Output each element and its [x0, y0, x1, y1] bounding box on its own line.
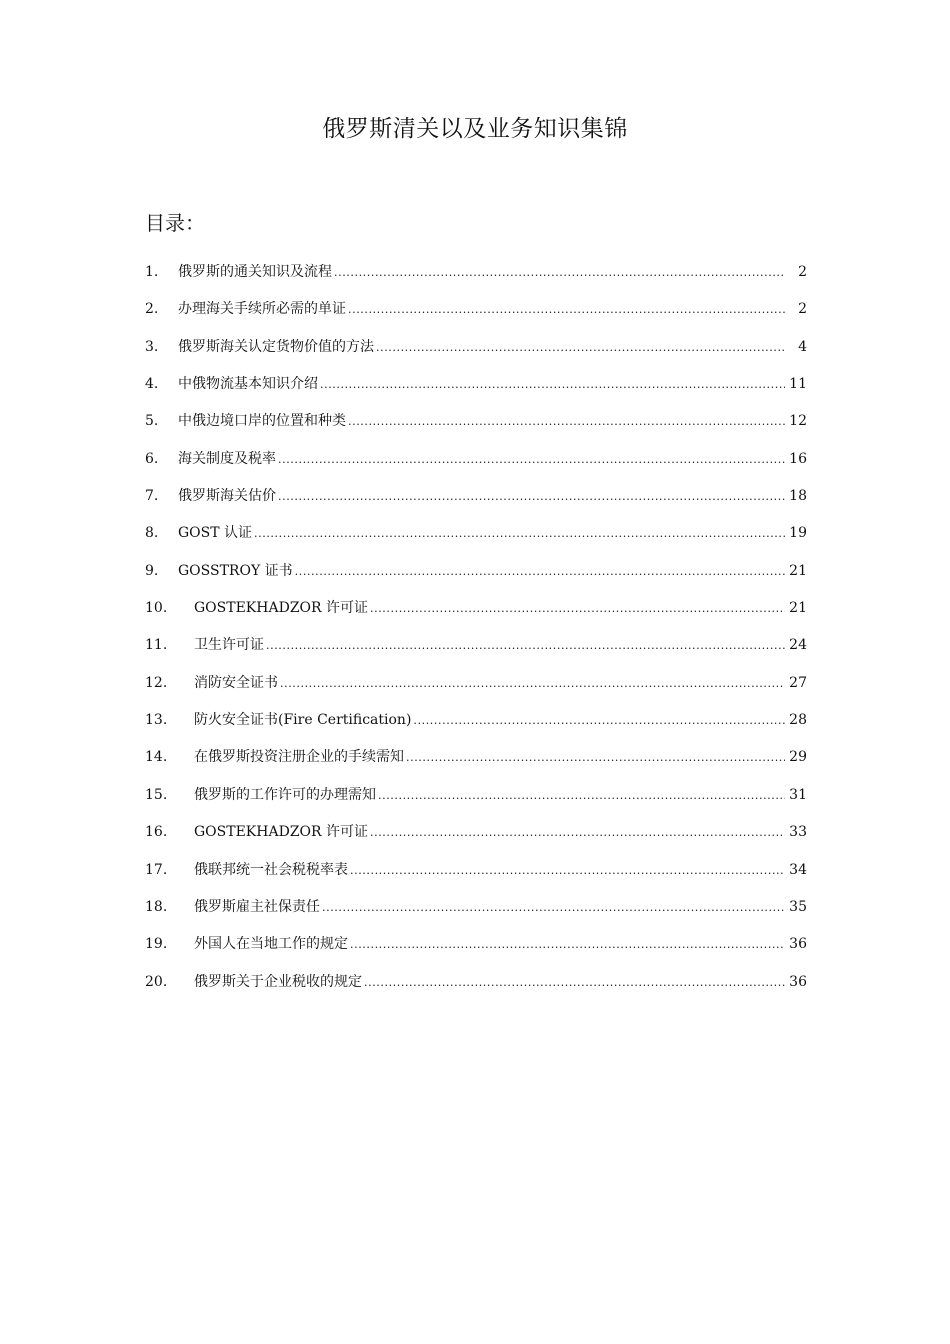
toc-entry-page: 18	[789, 488, 807, 505]
dot-leader	[406, 741, 785, 775]
toc-entry-title: 办理海关手续所必需的单证	[178, 301, 346, 318]
toc-entry[interactable]	[145, 367, 807, 404]
dot-leader	[376, 331, 785, 365]
toc-entry-title: 中俄物流基本知识介绍	[178, 376, 318, 393]
toc-entry-page: 35	[789, 898, 807, 915]
toc-entry-number: 2.	[145, 301, 159, 318]
toc-entry-page: 29	[789, 749, 807, 766]
dot-leader	[378, 779, 785, 813]
dot-leader	[278, 443, 785, 477]
toc-entry[interactable]	[145, 330, 807, 367]
toc-entry[interactable]	[145, 927, 807, 964]
toc-entry-page: 4	[798, 338, 807, 355]
toc-entry[interactable]	[145, 628, 807, 665]
toc-entry-page: 27	[789, 674, 807, 691]
toc-entry-number: 12.	[145, 674, 168, 691]
toc-entry-number: 4.	[145, 376, 159, 393]
toc-entry-title: 俄罗斯雇主社保责任	[194, 898, 320, 915]
toc-entry-page: 21	[789, 600, 807, 617]
dot-leader	[266, 629, 785, 663]
toc-entry-page: 24	[789, 637, 807, 654]
toc-entry-number: 20.	[145, 973, 168, 990]
dot-leader	[350, 928, 785, 962]
dot-leader	[280, 667, 785, 701]
toc-entry-title: 俄罗斯的通关知识及流程	[178, 264, 332, 280]
toc-entry[interactable]	[145, 292, 807, 329]
toc-entry[interactable]	[145, 778, 807, 815]
toc-entry-number: 19.	[145, 936, 168, 953]
toc-entry-number: 15.	[145, 786, 168, 803]
toc-entry-page: 16	[789, 450, 807, 467]
toc-entry-title: GOSSTROY 证书	[178, 562, 293, 579]
toc-entry-number: 17.	[145, 861, 168, 878]
toc-entry-page: 21	[789, 562, 807, 579]
toc-entry-page: 31	[789, 786, 807, 803]
dot-leader	[364, 966, 785, 1000]
toc-entry-title: 外国人在当地工作的规定	[194, 936, 348, 953]
toc-entry[interactable]	[145, 703, 807, 740]
toc-entry-page: 34	[789, 861, 807, 878]
dot-leader	[370, 592, 785, 626]
toc-entry-title: 俄罗斯关于企业税收的规定	[194, 973, 362, 990]
toc-entry-number: 11.	[145, 637, 168, 654]
toc-entry[interactable]	[145, 479, 807, 516]
toc-entry[interactable]	[145, 853, 807, 890]
toc-entry[interactable]	[145, 442, 807, 479]
toc-entry[interactable]	[145, 255, 807, 292]
toc-entry-number: 16.	[145, 824, 168, 841]
toc-entry-title: 中俄边境口岸的位置和种类	[178, 413, 346, 430]
toc-entry-title: GOSTEKHADZOR 许可证	[194, 824, 369, 841]
toc-entry-number: 1.	[145, 264, 159, 280]
toc-entry-title: GOSTEKHADZOR 许可证	[194, 600, 369, 617]
toc-entry-number: 14.	[145, 749, 168, 766]
toc-entry[interactable]	[145, 740, 807, 777]
toc-entry-title: GOST 认证	[178, 525, 253, 542]
toc-entry-number: 18.	[145, 898, 168, 915]
toc-entry-title: 俄联邦统一社会税税率表	[194, 861, 348, 878]
toc-entry[interactable]	[145, 815, 807, 852]
toc-entry-title: 在俄罗斯投资注册企业的手续需知	[194, 749, 404, 766]
toc-entry-number: 6.	[145, 450, 159, 467]
toc-entry-number: 5.	[145, 413, 159, 430]
toc-entry-title: 海关制度及税率	[178, 450, 276, 467]
toc-entry-number: 8.	[145, 525, 159, 542]
toc-heading: 目录：	[145, 211, 205, 235]
toc-entry-page: 28	[789, 712, 807, 729]
toc-entry-title: 俄罗斯海关估价	[178, 488, 276, 505]
toc-entry-page: 2	[798, 264, 807, 280]
toc-entry-number: 3.	[145, 338, 159, 355]
dot-leader	[334, 256, 785, 290]
document-title: 俄罗斯清关以及业务知识集锦	[322, 116, 628, 142]
toc-entry-title: 消防安全证书	[194, 674, 278, 691]
dot-leader	[320, 368, 785, 402]
dot-leader	[295, 555, 785, 589]
toc-entry-title: 俄罗斯海关认定货物价值的方法	[178, 338, 374, 355]
toc-entry-number: 13.	[145, 712, 168, 729]
toc-entry[interactable]	[145, 404, 807, 441]
toc-entry-page: 33	[789, 824, 807, 841]
toc-entry-page: 2	[798, 301, 807, 318]
toc-entry[interactable]	[145, 554, 807, 591]
toc-entry-number: 10.	[145, 600, 168, 617]
toc-entry-title: 防火安全证书(Fire Certification)	[194, 712, 412, 729]
dot-leader	[254, 517, 785, 551]
toc-entry-page: 19	[789, 525, 807, 542]
toc-entry-title: 俄罗斯的工作许可的办理需知	[194, 786, 376, 803]
toc-entry[interactable]	[145, 890, 807, 927]
toc-entry[interactable]	[145, 591, 807, 628]
dot-leader	[348, 293, 785, 327]
dot-leader	[350, 854, 785, 888]
toc-entry-page: 36	[789, 973, 807, 990]
toc-entry-page: 12	[789, 413, 807, 430]
dot-leader	[370, 816, 785, 850]
toc-entry-number: 9.	[145, 562, 159, 579]
toc-entry-title: 卫生许可证	[194, 637, 264, 654]
table-of-contents	[145, 255, 807, 1002]
dot-leader	[322, 891, 785, 925]
toc-entry-number: 7.	[145, 488, 159, 505]
dot-leader	[413, 704, 785, 738]
dot-leader	[278, 480, 785, 514]
toc-entry[interactable]	[145, 666, 807, 703]
toc-entry[interactable]	[145, 965, 807, 1002]
toc-entry-page: 36	[789, 936, 807, 953]
toc-entry-page: 11	[789, 376, 807, 393]
dot-leader	[348, 405, 785, 439]
toc-entry[interactable]	[145, 516, 807, 553]
